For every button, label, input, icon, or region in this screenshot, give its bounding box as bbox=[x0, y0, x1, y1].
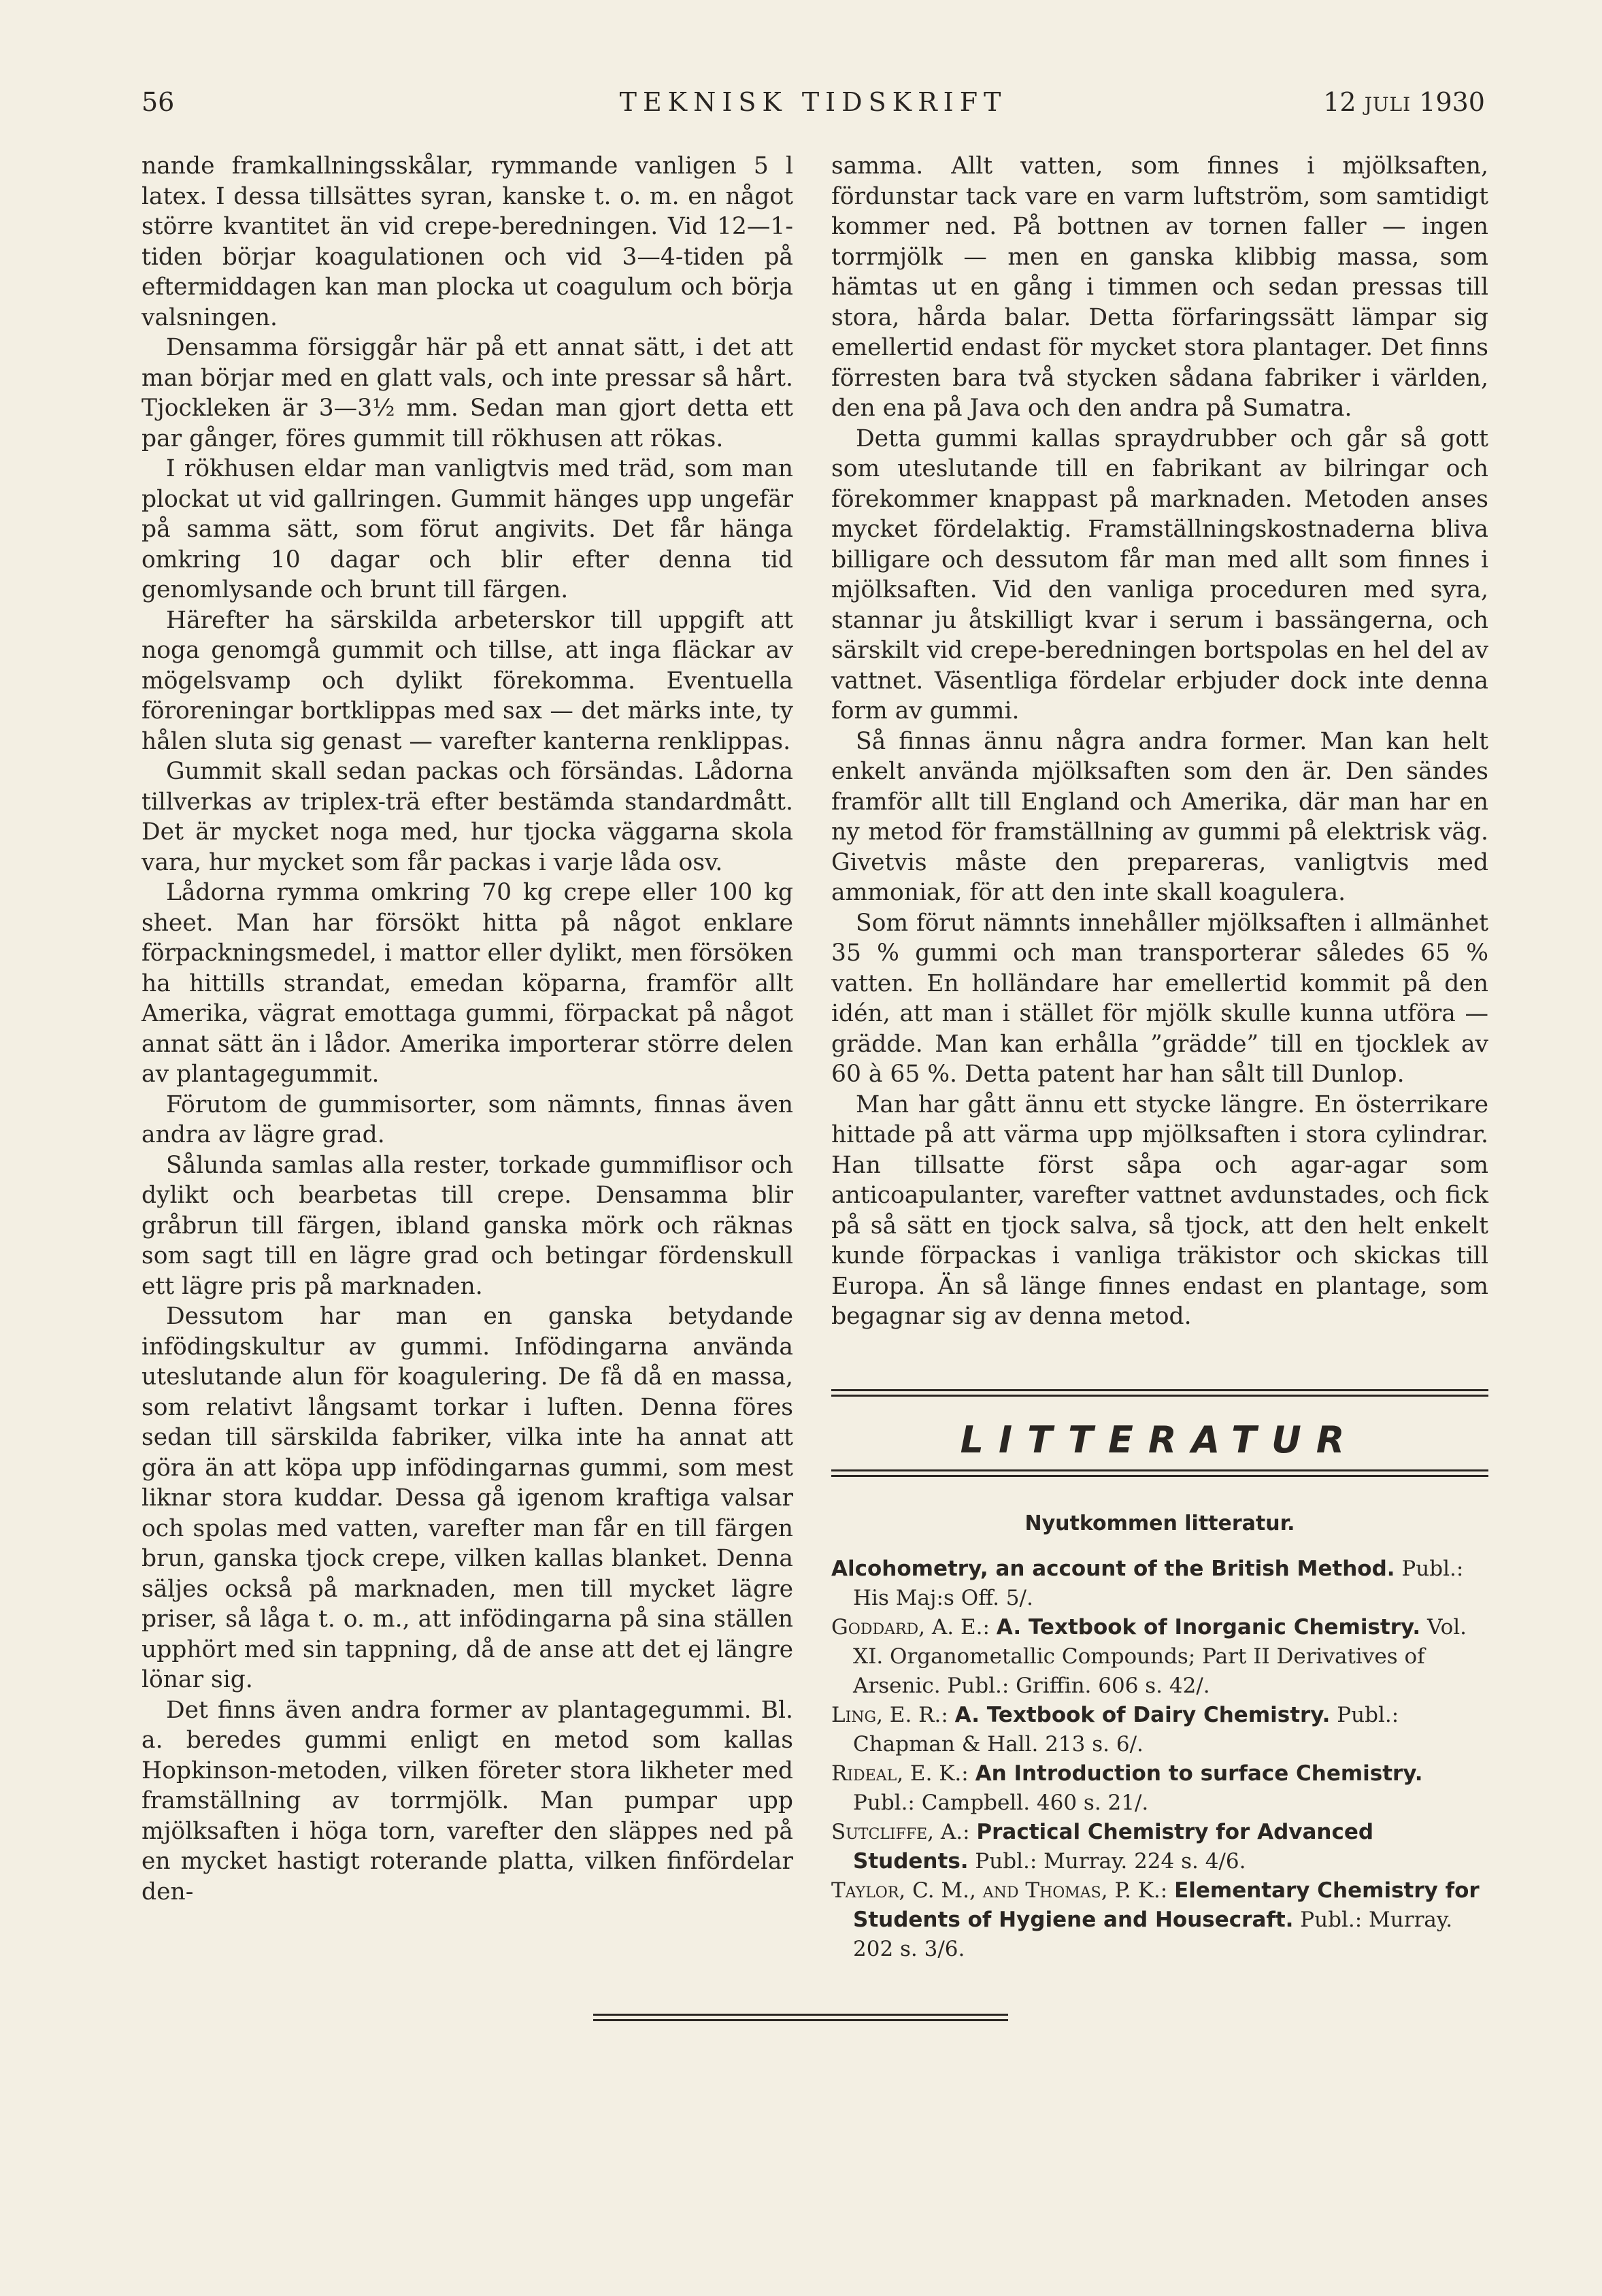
paragraph: Gummit skall sedan packas och försändas. Lådorna tillverkas av triplex-trä efter bestämda standardmått. Det är mycket noga med, hur tjocka väggarna skola vara, hur mycket som får packas i varje låda osv. bbox=[141, 758, 793, 876]
entry-author: Rideal, E. K.: bbox=[831, 1761, 975, 1786]
entry-details: Publ.: Campbell. 460 s. 21/. bbox=[853, 1791, 1149, 1815]
paragraph: I rökhusen eldar man vanligtvis med träd, som man plockat ut vid gallringen. Gummit hänges upp ungefär på samma sätt, som förut angivits. Det får hänga omkring 10 dagar och blir efter denna tid genomlysande och brunt till färgen. bbox=[141, 455, 793, 603]
literature-top-rule bbox=[831, 1389, 1488, 1404]
literature-entry bbox=[831, 1554, 1488, 1613]
page-header bbox=[141, 87, 1485, 128]
literature-list bbox=[831, 1554, 1488, 1964]
journal-title: TEKNISK TIDSKRIFT bbox=[619, 87, 1007, 117]
paragraph: Härefter ha särskilda arbeterskor till uppgift att noga genomgå gummit och tillse, att inga fläckar av mögelsvamp och dylikt förekomma. Eventuella föroreningar bortklippas med sax — det märks inte, ty hålen sluta sig genast — varefter kanterna renklippas. bbox=[141, 606, 793, 755]
paragraph: nande framkallningsskålar, rymmande vanligen 5 l latex. I dessa tillsättes syran, kanske t. o. m. en något större kvantitet än vid crepe-beredningen. Vid 12—1-tiden börjar koagulationen och vid 3—4-tiden på eftermiddagen kan man plocka ut coagulum och börja valsningen. bbox=[141, 152, 793, 331]
entry-title: A. Textbook of Dairy Chemistry. bbox=[954, 1703, 1331, 1727]
literature-entry bbox=[831, 1876, 1488, 1964]
literature-bottom-rule bbox=[831, 1469, 1488, 1484]
entry-title: Practical Chemistry for Advanced Students. bbox=[853, 1820, 1374, 1874]
page-number: 56 bbox=[141, 87, 175, 117]
literature-subheading: Nyutkommen litteratur. bbox=[1024, 1512, 1295, 1535]
paragraph: Lådorna rymma omkring 70 kg crepe eller 100 kg sheet. Man har försökt hitta på något enklare förpackningsmedel, i mattor eller dylikt, men försöken ha hittills strandat, emedan köparna, framför allt Amerika, vägrat emottaga gummi, förpackat på något annat sätt än i lådor. Amerika importerar större delen av plantagegummit. bbox=[141, 879, 793, 1088]
right-column bbox=[831, 151, 1488, 1332]
left-column bbox=[141, 151, 793, 1907]
entry-details: Vol. XI. Organometallic Compounds; Part II Derivatives of Arsenic. Publ.: Griffin. 606 s. 42/. bbox=[853, 1615, 1467, 1698]
paragraph: Sålunda samlas alla rester, torkade gummiflisor och dylikt och bearbetas till crepe. Densamma blir gråbrun till färgen, ibland ganska mörk och räknas som sagt till en lägre grad och betingar fördenskull ett lägre pris på marknaden. bbox=[141, 1151, 793, 1300]
paragraph: Man har gått ännu ett stycke längre. En österrikare hittade på att värma upp mjölksaften i stora cylindrar. Han tillsatte först såpa och agar-agar som anticoapulanter, varefter vattnet avdunstades, och fick på så sätt en tjock salva, så tjock, att den helt enkelt kunde förpackas i vanliga träkistor och skickas till Europa. Än så länge finnes endast en plantage, som begagnar sig av denna metod. bbox=[831, 1091, 1488, 1330]
entry-author: Goddard, A. E.: bbox=[831, 1615, 997, 1640]
paragraph: Så finnas ännu några andra former. Man kan helt enkelt använda mjölksaften som den är. Den sändes framför allt till England och Amerika, där man har en ny metod för framställning av gummi på elektrisk väg. Givetvis måste den prepareras, vanligtvis med ammoniak, för att den inte skall koagulera. bbox=[831, 727, 1488, 906]
paragraph: Densamma försiggår här på ett annat sätt, i det att man börjar med en glatt vals, och inte pressar så hårt. Tjockleken är 3—3½ mm. Sedan man gjort detta ett par gånger, föres gummit till rökhusen att rökas. bbox=[141, 334, 793, 452]
entry-details: Publ.: Chapman & Hall. 213 s. 6/. bbox=[853, 1703, 1399, 1757]
literature-entry bbox=[831, 1759, 1488, 1818]
entry-title: Alcohometry, an account of the British Method. bbox=[831, 1557, 1395, 1581]
entry-author: Sutcliffe, A.: bbox=[831, 1820, 977, 1844]
issue-year: 1930 bbox=[1419, 87, 1485, 117]
literature-entry bbox=[831, 1818, 1488, 1876]
entry-author: Ling, E. R.: bbox=[831, 1703, 955, 1727]
footer-rule bbox=[593, 2014, 1008, 2025]
paragraph: samma. Allt vatten, som finnes i mjölksaften, fördunstar tack vare en varm luftström, som samtidigt kommer ned. På bottnen av tornen faller — ingen torrmjölk — men en ganska klibbig massa, som hämtas ut en gång i timmen och sedan pressas till stora, hårda balar. Detta förfaringssätt lämpar sig emellertid endast för mycket stora plantager. Det finns förresten bara två stycken sådana fabriker i världen, den ena på Java och den andra på Sumatra. bbox=[831, 152, 1488, 422]
issue-month: JULI bbox=[1364, 93, 1412, 116]
entry-details: Publ.: His Maj:s Off. 5/. bbox=[853, 1557, 1464, 1610]
issue-date bbox=[1323, 87, 1485, 117]
issue-day: 12 bbox=[1323, 87, 1356, 117]
paragraph: Dessutom har man en ganska betydande infödingskultur av gummi. Infödingarna använda uteslutande alun för koagulering. De få då en massa, som relativt långsamt torkar i luften. Denna föres sedan till särskilda fabriker, vilka inte ha annat att göra än att köpa upp infödingarnas gummi, som mest liknar stora kuddar. Dessa gå igenom kraftiga valsar och spolas med vatten, varefter man får en till färgen brun, ganska tjock crepe, vilken kallas blanket. Denna säljes också på marknaden, men till mycket lägre priser, så låga t. o. m., att infödingarna på sina ställen upphört med sin tappning, då de anse att det ej längre lönar sig. bbox=[141, 1303, 793, 1693]
literature-heading: LITTERATUR bbox=[960, 1418, 1360, 1461]
literature-entry bbox=[831, 1613, 1488, 1701]
literature-entry bbox=[831, 1701, 1488, 1759]
entry-title: A. Textbook of Inorganic Chemistry. bbox=[996, 1615, 1421, 1640]
paragraph: Förutom de gummisorter, som nämnts, finnas även andra av lägre grad. bbox=[141, 1091, 793, 1148]
entry-details: Publ.: Murray. 202 s. 3/6. bbox=[853, 1908, 1453, 1961]
paragraph: Som förut nämnts innehåller mjölksaften i allmänhet 35 % gummi och man transporterar således 65 % vatten. En holländare har emellertid kommit på den idén, att man i stället för mjölk skulle kunna utföra — grädde. Man kan erhålla ”grädde” till en tjocklek av 60 à 65 %. Detta patent har han sålt till Dunlop. bbox=[831, 909, 1488, 1088]
entry-author: Taylor, C. M., and Thomas, P. K.: bbox=[831, 1878, 1175, 1903]
entry-title: An Introduction to surface Chemistry. bbox=[975, 1761, 1423, 1786]
paragraph: Det finns även andra former av plantagegummi. Bl. a. beredes gummi enligt en metod som kallas Hopkinson-metoden, vilken företer stora likheter med framställning av torrmjölk. Man pumpar upp mjölksaften i höga torn, varefter den släppes ned på en mycket hastigt roterande platta, vilken finfördelar den- bbox=[141, 1696, 793, 1906]
entry-details: Publ.: Murray. 224 s. 4/6. bbox=[968, 1849, 1246, 1874]
entry-title: Elementary Chemistry for Students of Hygiene and Housecraft. bbox=[853, 1878, 1480, 1932]
paragraph: Detta gummi kallas spraydrubber och går så gott som uteslutande till en fabrikant av bilringar och förekommer knappast på marknaden. Metoden anses mycket fördelaktig. Framställningskostnaderna bliva billigare och dessutom får man med allt som finnes i mjölksaften. Vid den vanliga proceduren med syra, stannar ju åtskilligt kvar i serum i bassängerna, och särskilt vid crepe-beredningen bortspolas en hel del av vattnet. Väsentliga fördelar erbjuder dock inte denna form av gummi. bbox=[831, 425, 1488, 725]
